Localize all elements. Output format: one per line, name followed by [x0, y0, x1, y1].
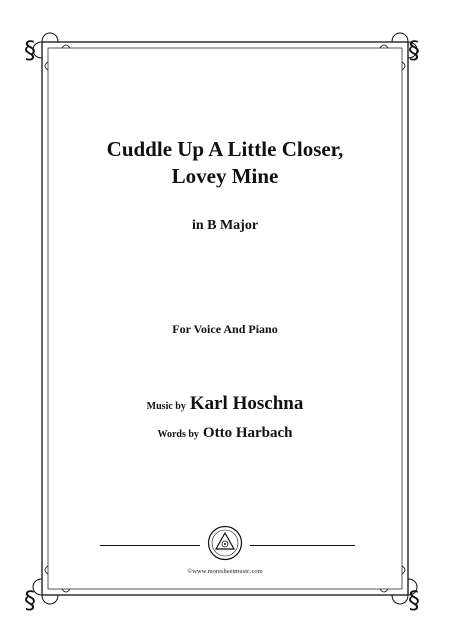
music-prefix: Music by: [146, 401, 186, 412]
trinity-seal-icon: [207, 525, 243, 561]
website-credit: ©www.moresheetmusic.com: [187, 568, 263, 575]
divider-left: [100, 545, 200, 546]
svg-text:§: §: [24, 586, 36, 614]
words-prefix: Words by: [157, 429, 199, 440]
svg-text:§: §: [408, 36, 420, 64]
composer-name: Karl Hoschna: [189, 393, 304, 414]
key-signature: in B Major: [191, 218, 259, 233]
words-credit: [0, 424, 450, 442]
song-title-line1: Cuddle Up A Little Closer,: [106, 137, 344, 161]
svg-text:§: §: [408, 586, 420, 614]
song-title-line2: Lovey Mine: [171, 164, 279, 188]
svg-text:§: §: [24, 36, 36, 64]
music-credit: [0, 393, 450, 415]
divider-right: [250, 545, 355, 546]
arrangement: For Voice And Piano: [172, 322, 278, 336]
lyricist-name: Otto Harbach: [202, 425, 293, 441]
